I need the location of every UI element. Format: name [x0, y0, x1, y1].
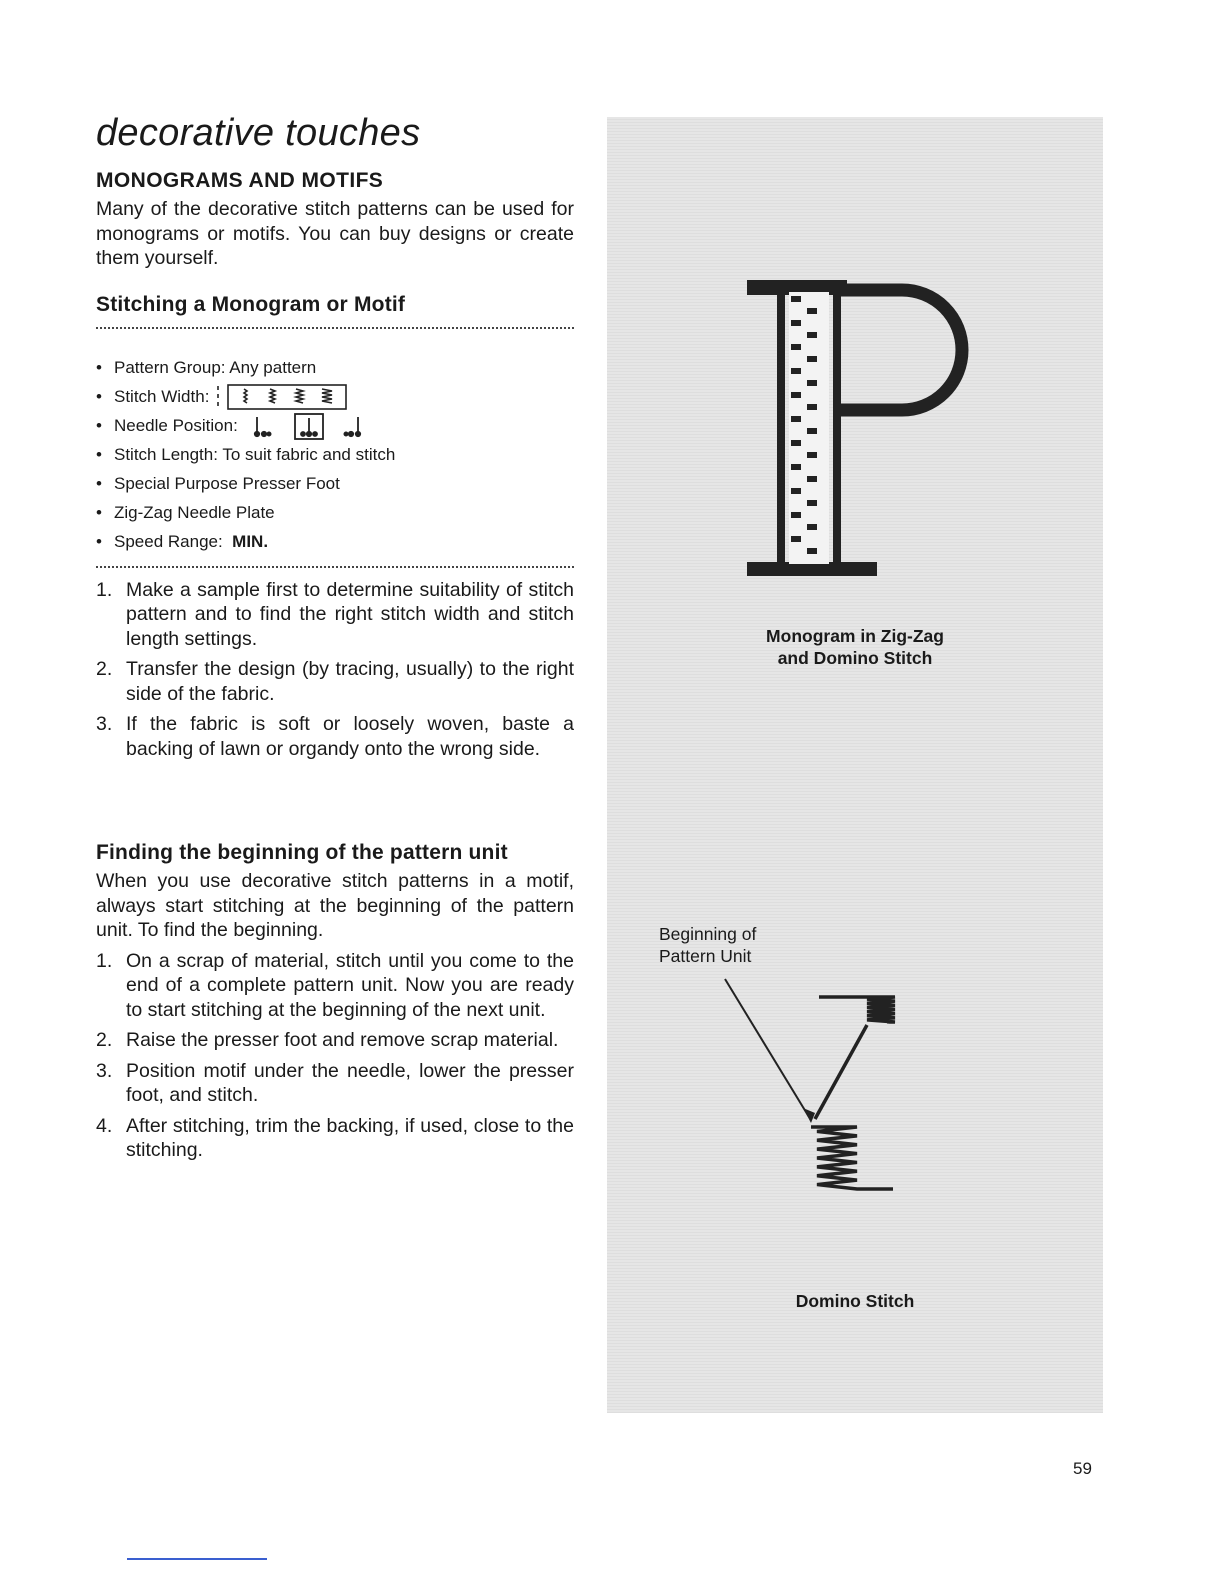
heading-finding: Finding the beginning of the pattern unit: [96, 841, 508, 864]
finding-step: 3. Position motif under the needle, lower the presser foot, and stitch.: [96, 1059, 574, 1106]
stitch-width-icon: [214, 382, 354, 412]
finding-step: 1. On a scrap of material, stitch until you come to the end of a complete pattern unit. Now you are ready to start stitching at the beginning of the next unit.: [96, 949, 574, 1021]
finding-step: 2. Raise the presser foot and remove scrap material.: [96, 1029, 559, 1051]
monogram-p-illustration: [737, 272, 997, 582]
heading-monograms: MONOGRAMS AND MOTIFS: [96, 169, 384, 192]
spec-stitch-length: • Stitch Length: To suit fabric and stitch: [96, 440, 574, 469]
spec-speed-range: • Speed Range: MIN.: [96, 527, 574, 556]
steps-stitching: [96, 578, 574, 762]
stitching-step: 1. Make a sample first to determine suitability of stitch pattern and to find the right stitch width and stitch length settings.: [96, 578, 574, 650]
monogram-caption: Monogram in Zig-Zag and Domino Stitch: [766, 626, 944, 668]
bottom-rule: [127, 1558, 267, 1560]
intro-paragraph: Many of the decorative stitch patterns can be used for monograms or motifs. You can buy designs or create them yourself.: [96, 198, 574, 269]
spec-stitch-width: • Stitch Width:: [96, 382, 574, 411]
illustration-panel: [607, 117, 1103, 1413]
spec-needle-plate: • Zig-Zag Needle Plate: [96, 498, 574, 527]
stitching-step: 3. If the fabric is soft or loosely woven, baste a backing of lawn or organdy onto the wrong side.: [96, 713, 574, 760]
steps-finding: [96, 949, 574, 1163]
stitching-step: 2. Transfer the design (by tracing, usually) to the right side of the fabric.: [96, 658, 574, 705]
divider-bottom: [96, 566, 574, 568]
section-title: decorative touches: [96, 112, 421, 154]
spec-presser-foot: • Special Purpose Presser Foot: [96, 469, 574, 498]
finding-step: 4. After stitching, trim the backing, if used, close to the stitching.: [96, 1114, 574, 1161]
spec-needle-position: • Needle Position:: [96, 411, 574, 440]
pointer-arrow: [725, 979, 809, 1117]
page-number: 59: [1073, 1459, 1092, 1478]
heading-stitching: Stitching a Monogram or Motif: [96, 292, 406, 316]
divider-top: [96, 327, 574, 329]
domino-stitch-illustration: [707, 967, 927, 1227]
spec-pattern-group: • Pattern Group: Any pattern: [96, 353, 574, 382]
needle-position-icon: [243, 411, 373, 441]
text-column: [96, 112, 574, 1163]
settings-list: [96, 353, 574, 556]
beginning-label: Beginning of Pattern Unit: [659, 924, 757, 966]
speed-value: MIN.: [232, 531, 269, 551]
finding-intro: When you use decorative stitch patterns in a motif, always start stitching at the beginning of the pattern unit. To find the beginning.: [96, 870, 574, 941]
domino-caption: Domino Stitch: [795, 1291, 915, 1311]
